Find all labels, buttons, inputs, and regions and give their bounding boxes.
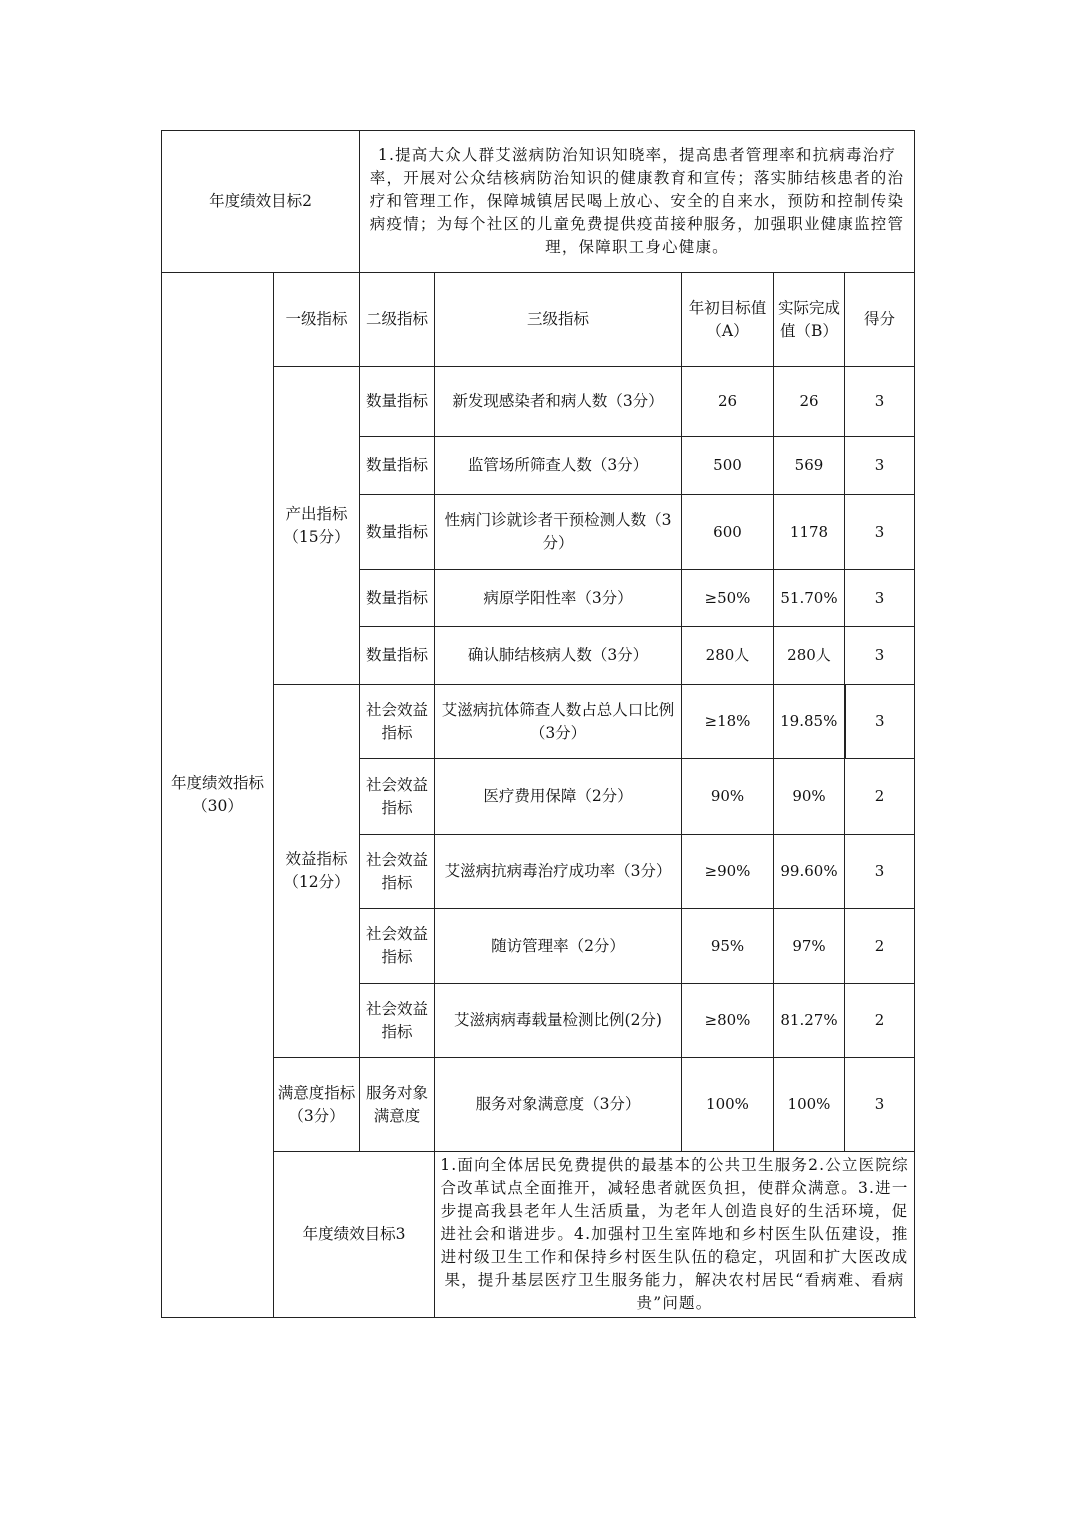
row-score: 3 — [845, 835, 915, 909]
row-target: 95% — [682, 909, 774, 984]
row-level2: 社会效益指标 — [360, 835, 435, 909]
row-level3: 艾滋病抗病毒治疗成功率（3分） — [435, 835, 682, 909]
row-score: 3 — [845, 627, 915, 685]
row-level2: 数量指标 — [360, 367, 435, 437]
row-actual: 19.85% — [774, 685, 845, 759]
row-target: ≥18% — [682, 685, 774, 759]
row-score: 3 — [845, 495, 915, 570]
row-actual: 569 — [774, 437, 845, 495]
row-level3: 艾滋病病毒载量检测比例(2分) — [435, 984, 682, 1058]
group-output: 产出指标（15分） — [274, 367, 360, 685]
row-level3: 艾滋病抗体筛查人数占总人口比例（3分） — [435, 685, 682, 759]
row-actual: 97% — [774, 909, 845, 984]
header-level1: 一级指标 — [274, 273, 360, 367]
goal2-text: 1.提高大众人群艾滋病防治知识知晓率，提高患者管理率和抗病毒治疗率，开展对公众结核病防治知识的健康教育和宣传；落实肺结核患者的治疗和管理工作，保障城镇居民喝上放心、安全的自来水，预防和控制传染病疫情；为每个社区的儿童免费提供疫苗接种服务，加强职业健康监控管理，保障职工身心健康。 — [360, 131, 915, 273]
row-target: ≥50% — [682, 570, 774, 627]
goal3-text: 1.面向全体居民免费提供的最基本的公共卫生服务2.公立医院综合改革试点全面推开，减轻患者就医负担，使群众满意。3.进一步提高我县老年人生活质量，为老年人创造良好的生活环境，促进社会和谐进步。4.加强村卫生室阵地和乡村医生队伍建设，推进村级卫生工作和保持乡村医生队伍的稳定，巩固和扩大医改成果，提升基层医疗卫生服务能力，解决农村居民“看病难、看病贵”问题。 — [435, 1152, 915, 1318]
row-score: 2 — [845, 984, 915, 1058]
row-target: 90% — [682, 759, 774, 835]
indicator-header-row — [162, 273, 915, 367]
row-actual: 90% — [774, 759, 845, 835]
table-row — [162, 1058, 915, 1152]
header-target: 年初目标值（A） — [682, 273, 774, 367]
row-level2: 社会效益指标 — [360, 759, 435, 835]
row-score: 2 — [845, 909, 915, 984]
row-score: 3 — [845, 570, 915, 627]
row-score: 3 — [845, 367, 915, 437]
group-satisfaction: 满意度指标（3分） — [274, 1058, 360, 1152]
header-level2: 二级指标 — [360, 273, 435, 367]
row-level3: 新发现感染者和病人数（3分） — [435, 367, 682, 437]
row-target: 600 — [682, 495, 774, 570]
goal3-label: 年度绩效目标3 — [274, 1152, 435, 1318]
goal3-row — [162, 1152, 915, 1318]
table-row — [162, 685, 915, 759]
row-level3: 随访管理率（2分） — [435, 909, 682, 984]
row-actual: 81.27% — [774, 984, 845, 1058]
row-target: ≥80% — [682, 984, 774, 1058]
row-level2: 数量指标 — [360, 570, 435, 627]
row-level2: 数量指标 — [360, 437, 435, 495]
performance-table — [161, 130, 915, 1318]
header-score: 得分 — [845, 273, 915, 367]
row-level2: 服务对象满意度 — [360, 1058, 435, 1152]
row-level2: 数量指标 — [360, 627, 435, 685]
row-level2: 社会效益指标 — [360, 984, 435, 1058]
indicators-label: 年度绩效指标（30） — [162, 273, 274, 1318]
row-actual: 100% — [774, 1058, 845, 1152]
row-score: 3 — [845, 685, 915, 759]
row-level3: 病原学阳性率（3分） — [435, 570, 682, 627]
goal2-label: 年度绩效目标2 — [162, 131, 360, 273]
row-target: 26 — [682, 367, 774, 437]
row-actual: 99.60% — [774, 835, 845, 909]
row-actual: 1178 — [774, 495, 845, 570]
header-level3: 三级指标 — [435, 273, 682, 367]
row-score: 2 — [845, 759, 915, 835]
row-score: 3 — [845, 437, 915, 495]
row-level2: 数量指标 — [360, 495, 435, 570]
row-target: 100% — [682, 1058, 774, 1152]
row-target: 500 — [682, 437, 774, 495]
row-level3: 医疗费用保障（2分） — [435, 759, 682, 835]
row-level3: 确认肺结核病人数（3分） — [435, 627, 682, 685]
row-actual: 26 — [774, 367, 845, 437]
goal2-row — [162, 131, 915, 273]
row-level2: 社会效益指标 — [360, 685, 435, 759]
table-row — [162, 367, 915, 437]
row-actual: 280人 — [774, 627, 845, 685]
row-level3: 服务对象满意度（3分） — [435, 1058, 682, 1152]
row-level3: 性病门诊就诊者干预检测人数（3分） — [435, 495, 682, 570]
row-level3: 监管场所筛查人数（3分） — [435, 437, 682, 495]
row-actual: 51.70% — [774, 570, 845, 627]
row-target: 280人 — [682, 627, 774, 685]
group-benefit: 效益指标（12分） — [274, 685, 360, 1058]
row-level2: 社会效益指标 — [360, 909, 435, 984]
header-actual: 实际完成值（B） — [774, 273, 845, 367]
row-score: 3 — [845, 1058, 915, 1152]
row-target: ≥90% — [682, 835, 774, 909]
